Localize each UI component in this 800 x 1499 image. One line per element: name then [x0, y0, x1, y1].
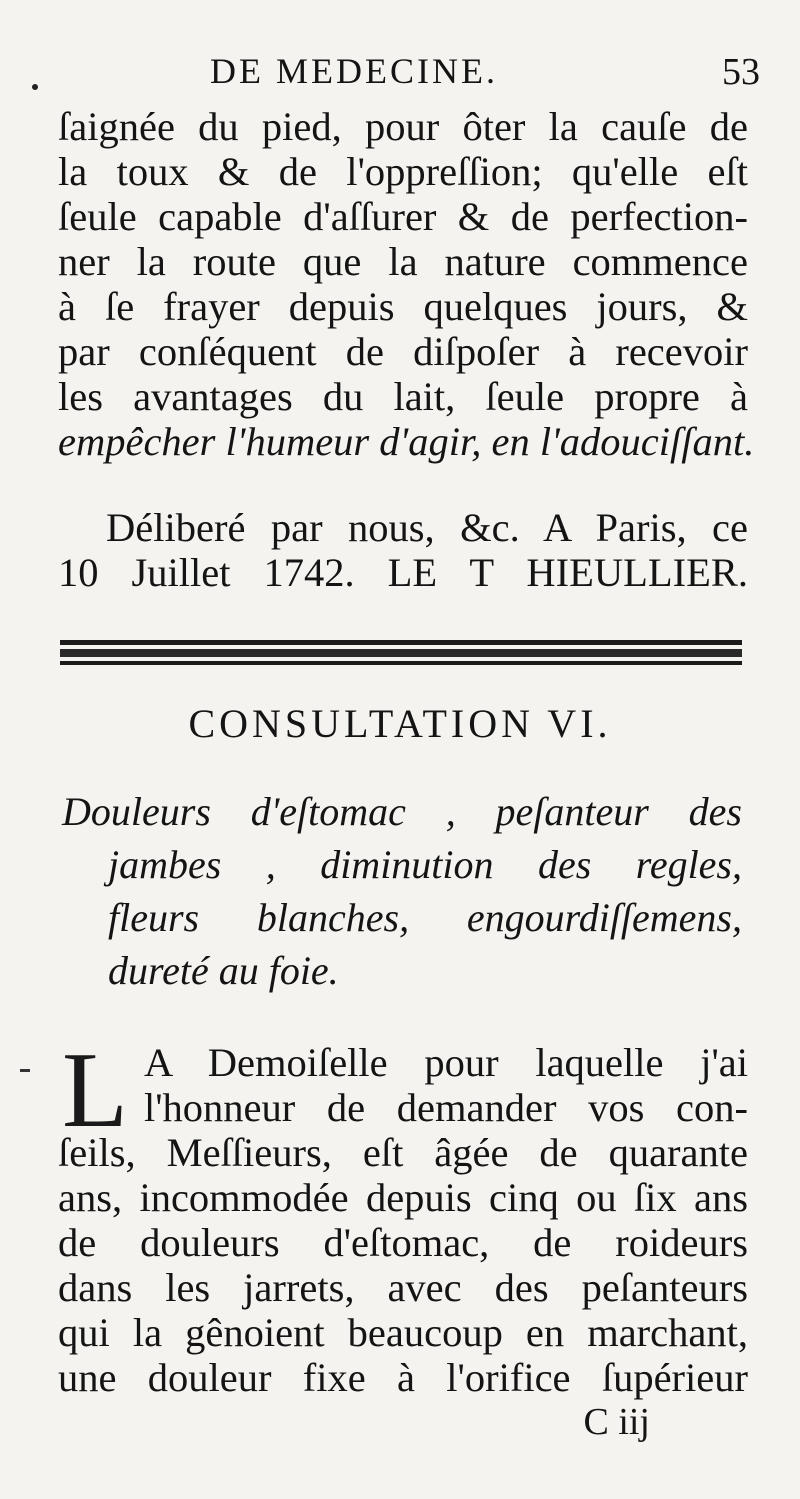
text-line: ſaignée du pied, pour ôter la cauſe de: [58, 104, 748, 149]
text-line: l'honneur de demander vos con-: [144, 1085, 748, 1130]
text-line-italic: empêcher l'humeur d'agir, en l'adouciſſant.: [58, 419, 755, 464]
page-number: 53: [722, 51, 760, 93]
paragraph-1: [58, 104, 755, 464]
text-line: ans, incommodée depuis cinq ou ſix ans: [58, 1175, 748, 1220]
text-line: dans les jarrets, avec des peſanteurs: [58, 1265, 748, 1310]
section-heading: CONSULTATION VI.: [188, 701, 612, 746]
signature-line: Déliberé par nous, &c. A Paris, ce: [106, 505, 748, 550]
text-line: ſeils, Meſſieurs, eſt âgée de quarante: [58, 1130, 748, 1175]
text-line: la toux & de l'oppreſſion; qu'elle eſt: [58, 149, 748, 194]
signature-line: 10 Juillet 1742. LE T HIEULLIER.: [58, 550, 748, 595]
text-line: à ſe frayer depuis quelques jours, &: [58, 284, 748, 329]
summary-line: jambes , diminution des regles,: [108, 842, 742, 887]
summary-line: fleurs blanches, engourdiſſemens,: [108, 895, 742, 940]
running-head-title: DE MEDECINE.: [210, 51, 498, 91]
body-paragraph: [58, 1031, 748, 1400]
text-line: ner la route que la nature commence: [58, 239, 748, 284]
drop-cap: L: [62, 1031, 128, 1150]
margin-mark: [20, 1069, 30, 1072]
signature-block: [58, 505, 748, 595]
text-line: une douleur fixe à l'orifice ſupérieur: [58, 1355, 748, 1400]
ornamental-rule: [60, 640, 742, 668]
summary-line: Douleurs d'eſtomac , peſanteur des: [62, 789, 742, 834]
text-line: ſeule capable d'aſſurer & de perfection-: [58, 194, 748, 239]
section-summary: [62, 785, 742, 997]
text-line: A Demoiſelle pour laquelle j'ai: [144, 1040, 748, 1085]
text-line: qui la gênoient beaucoup en marchant,: [58, 1310, 748, 1355]
summary-line: dureté au foie.: [108, 948, 339, 993]
text-line: par conſéquent de diſpoſer à recevoir: [58, 329, 748, 374]
signature-mark: C iij: [583, 1401, 650, 1443]
margin-mark: [32, 84, 38, 90]
text-line: de douleurs d'eſtomac, de roideurs: [58, 1220, 748, 1265]
running-head: [210, 50, 770, 106]
text-line: les avantages du lait, ſeule propre à: [58, 374, 748, 419]
